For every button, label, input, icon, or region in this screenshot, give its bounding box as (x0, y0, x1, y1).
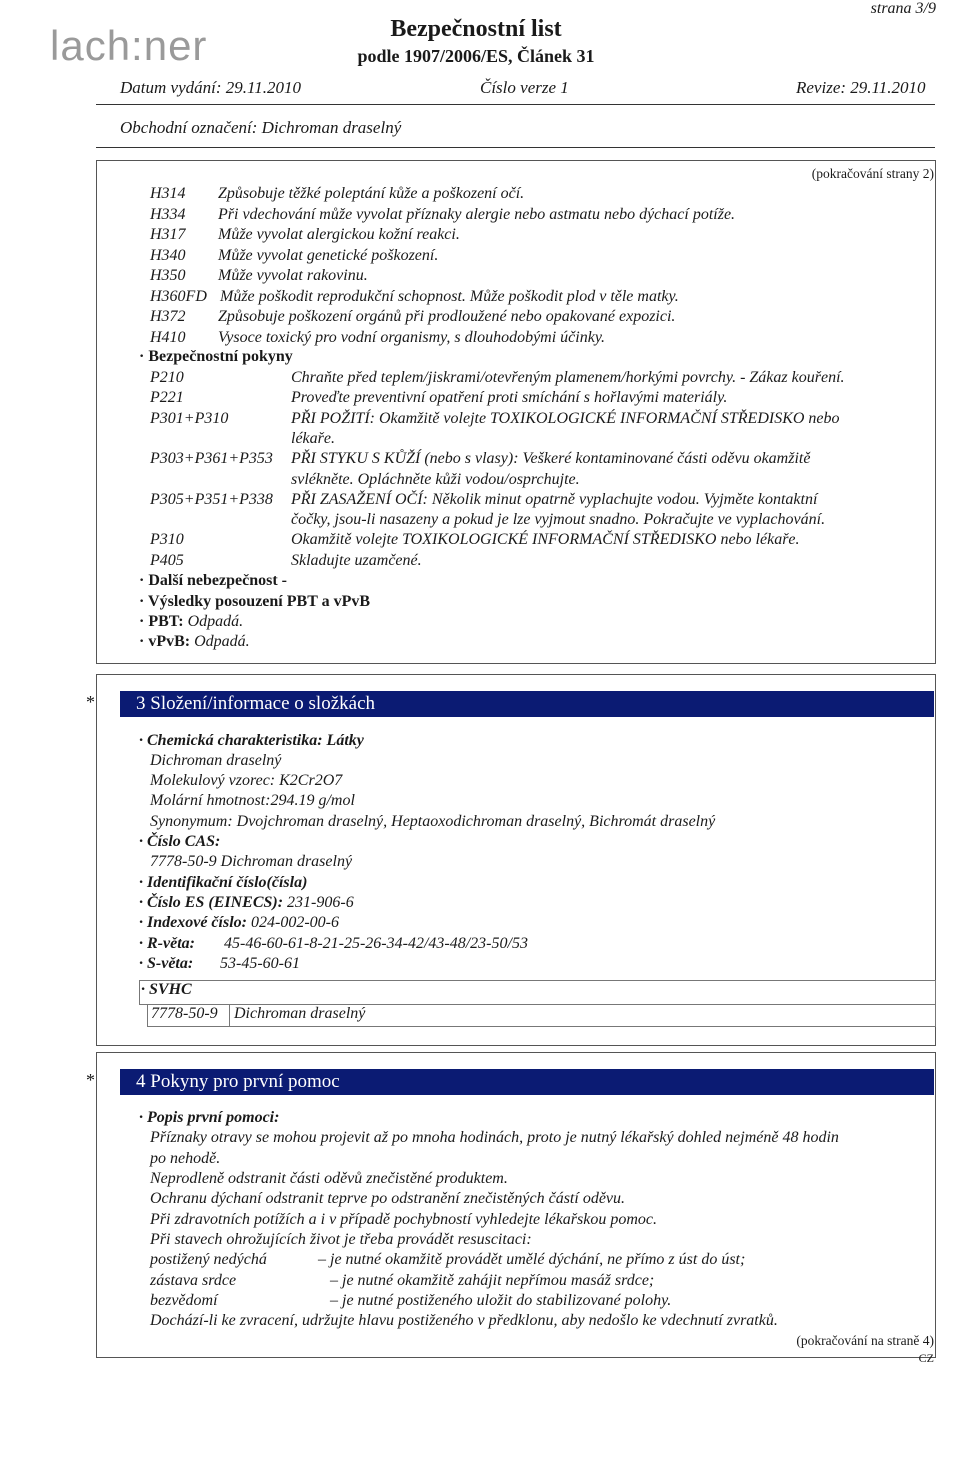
first-aid-line: Ochranu dýchaní odstranit teprve po odstranění znečistěných částí oděvu. (150, 1190, 626, 1207)
continuation-note-top: (pokračování strany 2) (811, 166, 934, 181)
hazard-code: H360FD (150, 287, 207, 305)
section3-title: 3 Složení/informace o složkách (120, 691, 934, 717)
page-number: strana 3/9 (870, 0, 936, 17)
cas-value: 7778-50-9 Dichroman draselný (150, 853, 353, 870)
precaution-text: Okamžitě volejte TOXIKOLOGICKÉ INFORMAČNÍ STŘEDISKO nebo lékaře. (291, 531, 800, 549)
hazard-code: H317 (150, 226, 186, 243)
precaution-code: P405 (150, 551, 184, 569)
substance-name: Dichroman draselný (150, 752, 282, 769)
precaution-text: čočky, jsou-li nasazeny a pokud je lze vyjmout snadno. Pokračujte ve vyplachování. (291, 511, 826, 529)
synonyms: Synonymum: Dvojchroman draselný, Heptaoxodichroman draselný, Bichromát draselný (150, 813, 716, 830)
vpvb-line: · vPvB: Odpadá. (139, 633, 250, 650)
precaution-text: lékaře. (291, 429, 335, 447)
s-phrases-label: · S-věta: (139, 955, 194, 972)
first-aid-line: Příznaky otravy se mohou projevit až po mnoha hodinách, proto je nutný lékařský dohled nejméně 48 hodin (150, 1129, 839, 1146)
hazard-text: Způsobuje těžké poleptání kůže a poškození očí. (218, 185, 525, 202)
case-action: – je nutné okamžitě zahájit nepřímou masáž srdce; (330, 1272, 655, 1289)
precaution-text: PŘI POŽITÍ: Okamžitě volejte TOXIKOLOGICKÉ INFORMAČNÍ STŘEDISKO nebo (291, 409, 840, 427)
change-marker: * (86, 1070, 95, 1090)
first-aid-line: Při stavech ohrožujících život je třeba provádět resuscitaci: (150, 1231, 532, 1248)
chemical-characteristic: · Chemická charakteristika: Látky (139, 732, 364, 749)
header-divider (96, 104, 935, 105)
hazard-code: H350 (150, 267, 186, 284)
language-code: CZ (918, 1351, 934, 1365)
trade-name: Obchodní označení: Dichroman draselný (120, 118, 402, 137)
precaution-code: P303+P361+P353 (150, 450, 273, 468)
identification-numbers: · Identifikační číslo(čísla) (139, 874, 308, 891)
precaution-code: P310 (150, 531, 184, 549)
hazard-text: Při vdechování může vyvolat příznaky alergie nebo astmatu nebo dýchací potíže. (218, 205, 736, 223)
pbt-heading: · Výsledky posouzení PBT a vPvB (139, 593, 371, 610)
company-logo: lach:ner (50, 22, 208, 69)
precaution-text: Proveďte preventivní opatření proti smíchání s hořlavými materiály. (291, 389, 728, 407)
r-phrases-value: 45-46-60-61-8-21-25-26-34-42/43-48/23-50/53 (224, 935, 528, 952)
svhc-cell-divider (229, 1004, 230, 1026)
document-title: Bezpečnostní list (390, 16, 562, 42)
safety-precautions-heading: · Bezpečnostní pokyny (139, 348, 293, 365)
precaution-text: PŘI STYKU S KŮŽÍ (nebo s vlasy): Veškeré kontaminované části oděvu okamžitě (291, 450, 811, 468)
case-state: zástava srdce (150, 1272, 237, 1289)
r-phrases-label: · R-věta: (139, 935, 195, 952)
s-phrases-value: 53-45-60-61 (220, 955, 300, 972)
hazard-text: Může vyvolat rakovinu. (218, 267, 368, 284)
precaution-code: P221 (150, 389, 184, 407)
hazard-text: Způsobuje poškození orgánů při prodloužené nebo opakované expozici. (218, 308, 676, 325)
precaution-text: svlékněte. Opláchněte kůži vodou/osprchujte. (291, 470, 580, 488)
case-action: – je nutné okamžitě provádět umělé dýchání, ne přímo z úst do úst; (318, 1251, 746, 1268)
hazard-code: H340 (150, 246, 186, 264)
svhc-cas: 7778-50-9 (151, 1005, 218, 1022)
first-aid-line: Při zdravotních potížích a i v případě pochybností vyhledejte lékařskou pomoc. (150, 1211, 657, 1228)
first-aid-description-label: · Popis první pomoci: (139, 1109, 280, 1126)
precaution-text: Chraňte před teplem/jiskrami/otevřeným plamenem/horkými povrchy. - Zákaz kouření. (291, 369, 845, 386)
precaution-text: PŘI ZASAŽENÍ OČÍ: Několik minut opatrně vyplachujte vodou. Vyjměte kontaktní (291, 490, 818, 508)
hazard-code: H410 (150, 328, 186, 346)
version-number: Číslo verze 1 (480, 78, 569, 97)
es-number: · Číslo ES (EINECS): 231-906-6 (139, 894, 354, 911)
svhc-label: · SVHC (141, 981, 192, 998)
document-subtitle: podle 1907/2006/ES, Článek 31 (357, 46, 595, 66)
first-aid-line: po nehodě. (150, 1150, 221, 1167)
first-aid-line: Neprodleně odstranit části oděvů znečistěné produktem. (150, 1170, 508, 1187)
hazard-text: Vysoce toxický pro vodní organismy, s dlouhodobými účinky. (218, 328, 606, 346)
pbt-line: · PBT: Odpadá. (139, 613, 244, 630)
hazard-text: Může poškodit reprodukční schopnost. Může poškodit plod v těle matky. (220, 287, 679, 305)
hazard-code: H372 (150, 308, 186, 325)
molar-mass: Molární hmotnost:294.19 g/mol (150, 792, 355, 809)
case-state: postižený nedýchá (150, 1251, 267, 1268)
other-hazards: · Další nebezpečnost - (139, 572, 287, 589)
precaution-code: P301+P310 (150, 409, 229, 427)
first-aid-line: Dochází-li ke zvracení, udržujte hlavu postiženého v předklonu, aby nedošlo ke vdechnutí zvratků. (150, 1312, 778, 1329)
continuation-note-bottom: (pokračování na straně 4) (796, 1333, 934, 1348)
precaution-text: Skladujte uzamčené. (291, 551, 422, 569)
hazard-code: H314 (150, 185, 186, 202)
precaution-code: P210 (150, 369, 184, 386)
hazard-text: Může vyvolat alergickou kožní reakci. (218, 226, 460, 243)
svhc-substance: Dichroman draselný (234, 1005, 366, 1022)
molecular-formula: Molekulový vzorec: K2Cr2O7 (150, 772, 343, 789)
hazard-code: H334 (150, 205, 186, 223)
index-number: · Indexové číslo: 024-002-00-6 (139, 914, 339, 931)
section4-title: 4 Pokyny pro první pomoc (120, 1069, 934, 1095)
case-state: bezvědomí (150, 1292, 218, 1309)
revision-date: Revize: 29.11.2010 (796, 78, 926, 97)
case-action: – je nutné postiženého uložit do stabilizované polohy. (330, 1292, 672, 1309)
precaution-code: P305+P351+P338 (150, 490, 273, 508)
trade-name-divider (96, 147, 935, 148)
cas-label: · Číslo CAS: (139, 833, 221, 850)
svhc-header-row (139, 980, 936, 1005)
issue-date: Datum vydání: 29.11.2010 (120, 78, 301, 97)
change-marker: * (86, 692, 95, 712)
hazard-text: Může vyvolat genetické poškození. (218, 246, 439, 264)
